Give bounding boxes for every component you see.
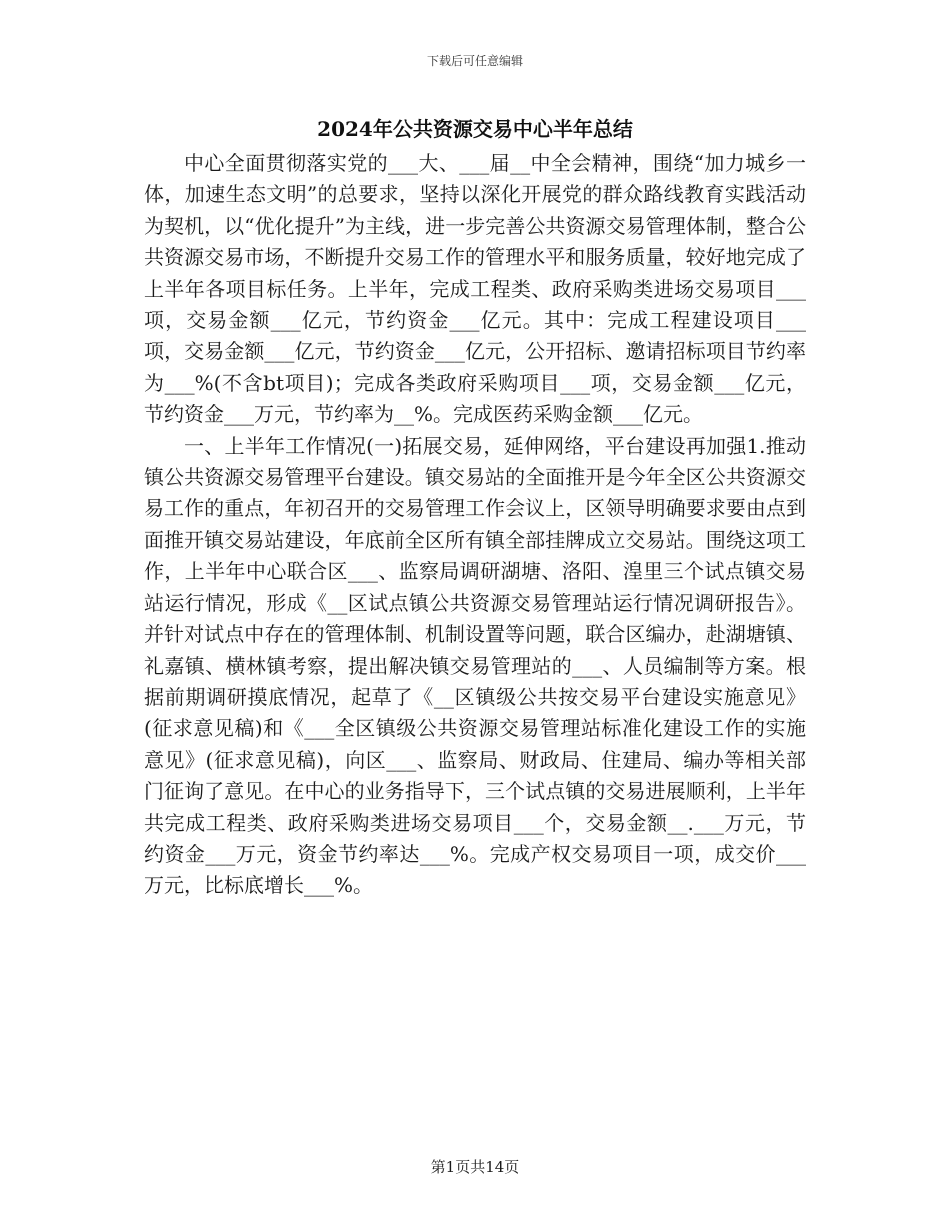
page-number-footer: 第1页共14页	[430, 1158, 520, 1176]
header-note: 下载后可任意编辑	[426, 54, 523, 68]
paragraph-work-review: 一、上半年工作情况(一)拓展交易，延伸网络，平台建设再加强1.推动镇公共资源交易管理平台建设。镇交易站的全面推开是今年全区公共资源交易工作的重点，年初召开的交易管理工作会议上，区领导明确要求要由点到面推开镇交易站建设，年底前全区所有镇全部挂牌成立交易站。围绕这项工作，上半年中心联合区___、监察局调研湖塘、洛阳、湟里三个试点镇交易站运行情况，形成《__区试点镇公共资源交易管理站运行情况调研报告》。并针对试点中存在的管理体制、机制设置等问题，联合区编办，赴湖塘镇、礼嘉镇、横林镇考察，提出解决镇交易管理站的___、人员编制等方案。根据前期调研摸底情况，起草了《__区镇级公共按交易平台建设实施意见》(征求意见稿)和《___全区镇级公共资源交易管理站标准化建设工作的实施意见》(征求意见稿)，向区___、监察局、财政局、住建局、编办等相关部门征询了意见。在中心的业务指导下，三个试点镇的交易进展顺利，上半年共完成工程类、政府采购类进场交易项目___个，交易金额__.___万元，节约资金___万元，资金节约率达___%。完成产权交易项目一项，成交价___万元，比标底增长___%。	[144, 433, 806, 898]
document-title: 2024年公共资源交易中心半年总结	[317, 117, 633, 141]
paragraph-summary: 中心全面贯彻落实党的___大、___届__中全会精神，围绕“加力城乡一体，加速生态文明”的总要求，坚持以深化开展党的群众路线教育实践活动为契机，以“优化提升”为主线，进一步完善公共资源交易管理体制，整合公共资源交易市场，不断提升交易工作的管理水平和服务质量，较好地完成了上半年各项目标任务。上半年，完成工程类、政府采购类进场交易项目___项，交易金额___亿元，节约资金___亿元。其中：完成工程建设项目___项，交易金额___亿元，节约资金___亿元，公开招标、邀请招标项目节约率为___%(不含bt项目)；完成各类政府采购项目___项，交易金额___亿元，节约资金___万元，节约率为__%。完成医药采购金额___亿元。	[144, 151, 806, 427]
document-body	[144, 148, 806, 902]
